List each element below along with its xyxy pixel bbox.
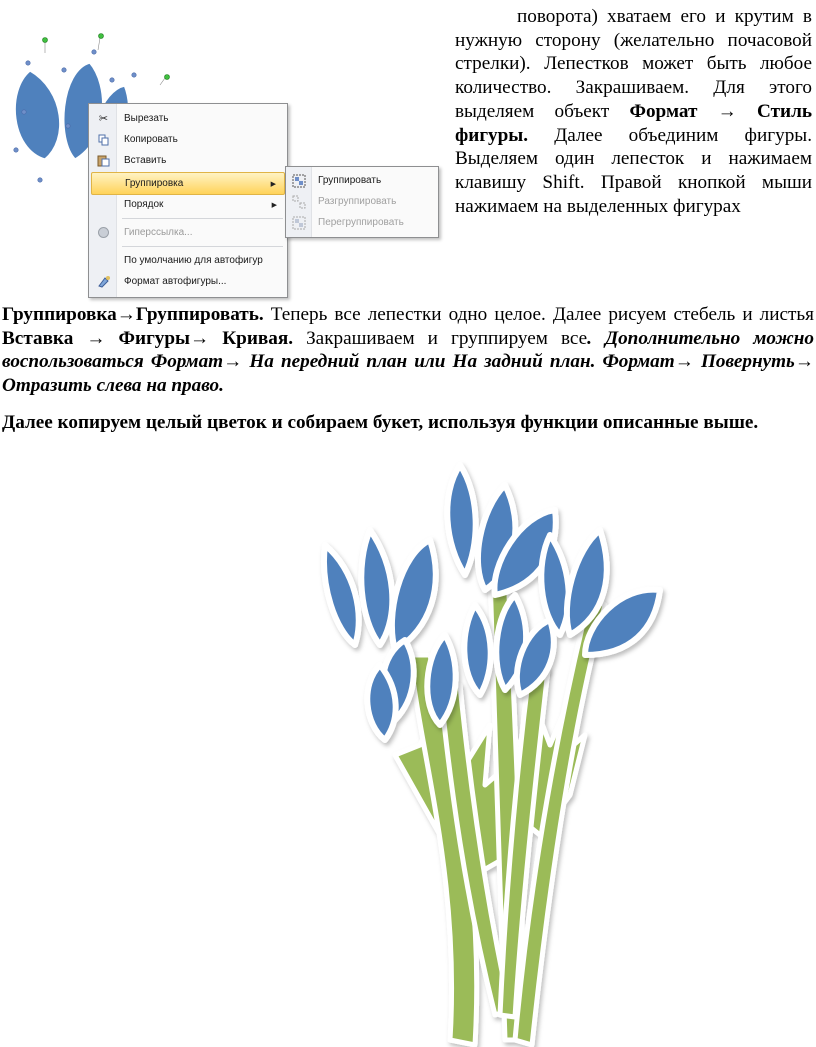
submenu-item-regroup <box>288 212 436 233</box>
submenu-arrow-icon: ▶ <box>271 201 277 209</box>
menu-item-label: Гиперссылка... <box>124 227 193 238</box>
menu-item-default-autoshape[interactable] <box>91 250 285 271</box>
format-shape-icon <box>91 271 116 292</box>
context-menu <box>88 103 288 298</box>
menu-separator <box>122 218 283 219</box>
menu-item-label: Вырезать <box>124 113 169 124</box>
menu-item-label: Копировать <box>124 134 178 145</box>
hyperlink-icon <box>91 222 116 243</box>
menu-item-grouping[interactable] <box>91 172 285 195</box>
group-icon <box>288 170 310 191</box>
submenu-item-ungroup <box>288 191 436 212</box>
instruction-paragraph-2: Группировка→Группировать. Теперь все лепестки одно целое. Далее рисуем стебель и листья Вставка → Фигуры→ Кривая. Закрашиваем и группируем все. Дополнительно можно воспользоваться Формат→ На передний план или На задний план. Формат→ Повернуть→ Отразить слева на право. <box>2 304 815 397</box>
submenu-item-label: Перегруппировать <box>318 217 404 228</box>
ungroup-icon <box>288 191 310 212</box>
context-menu-screenshot <box>0 30 440 287</box>
copy-icon <box>91 129 116 150</box>
menu-item-paste[interactable] <box>91 150 285 171</box>
menu-item-label: Формат автофигуры... <box>124 276 227 287</box>
menu-item-cut[interactable] <box>91 108 285 129</box>
instruction-paragraph-1: поворота) хватаем его и крутим в нужную сторону (желательно почасовой стрелки). Лепестков может быть любое количество. Закрашиваем. Для этого выделяем объект Формат → Стиль фигуры. Далее объединим фигуры. Выделяем один лепесток и нажимаем клавишу Shift. Правой кнопкой мыши нажимаем на выделенных фигурах <box>455 6 813 217</box>
menu-item-order[interactable] <box>91 194 285 215</box>
menu-item-copy[interactable] <box>91 129 285 150</box>
grouping-submenu <box>285 166 439 238</box>
submenu-arrow-icon: ▶ <box>270 180 276 188</box>
menu-item-hyperlink <box>91 222 285 243</box>
submenu-item-label: Группировать <box>318 175 382 186</box>
menu-item-format-autoshape[interactable] <box>91 271 285 292</box>
menu-separator <box>122 246 283 247</box>
menu-item-label: Вставить <box>124 155 167 166</box>
instruction-paragraph-3: Далее копируем целый цветок и собираем букет, используя функции описанные выше. <box>2 412 759 433</box>
paste-icon <box>91 150 116 171</box>
regroup-icon <box>288 212 310 233</box>
menu-item-label: Группировка <box>125 178 184 189</box>
submenu-item-group[interactable] <box>288 170 436 191</box>
menu-item-label: Порядок <box>124 199 164 210</box>
submenu-item-label: Разгруппировать <box>318 196 397 207</box>
flower-bouquet-illustration <box>300 455 680 1047</box>
menu-item-label: По умолчанию для автофигур <box>124 255 263 266</box>
scissors-icon: ✂ <box>98 113 109 125</box>
